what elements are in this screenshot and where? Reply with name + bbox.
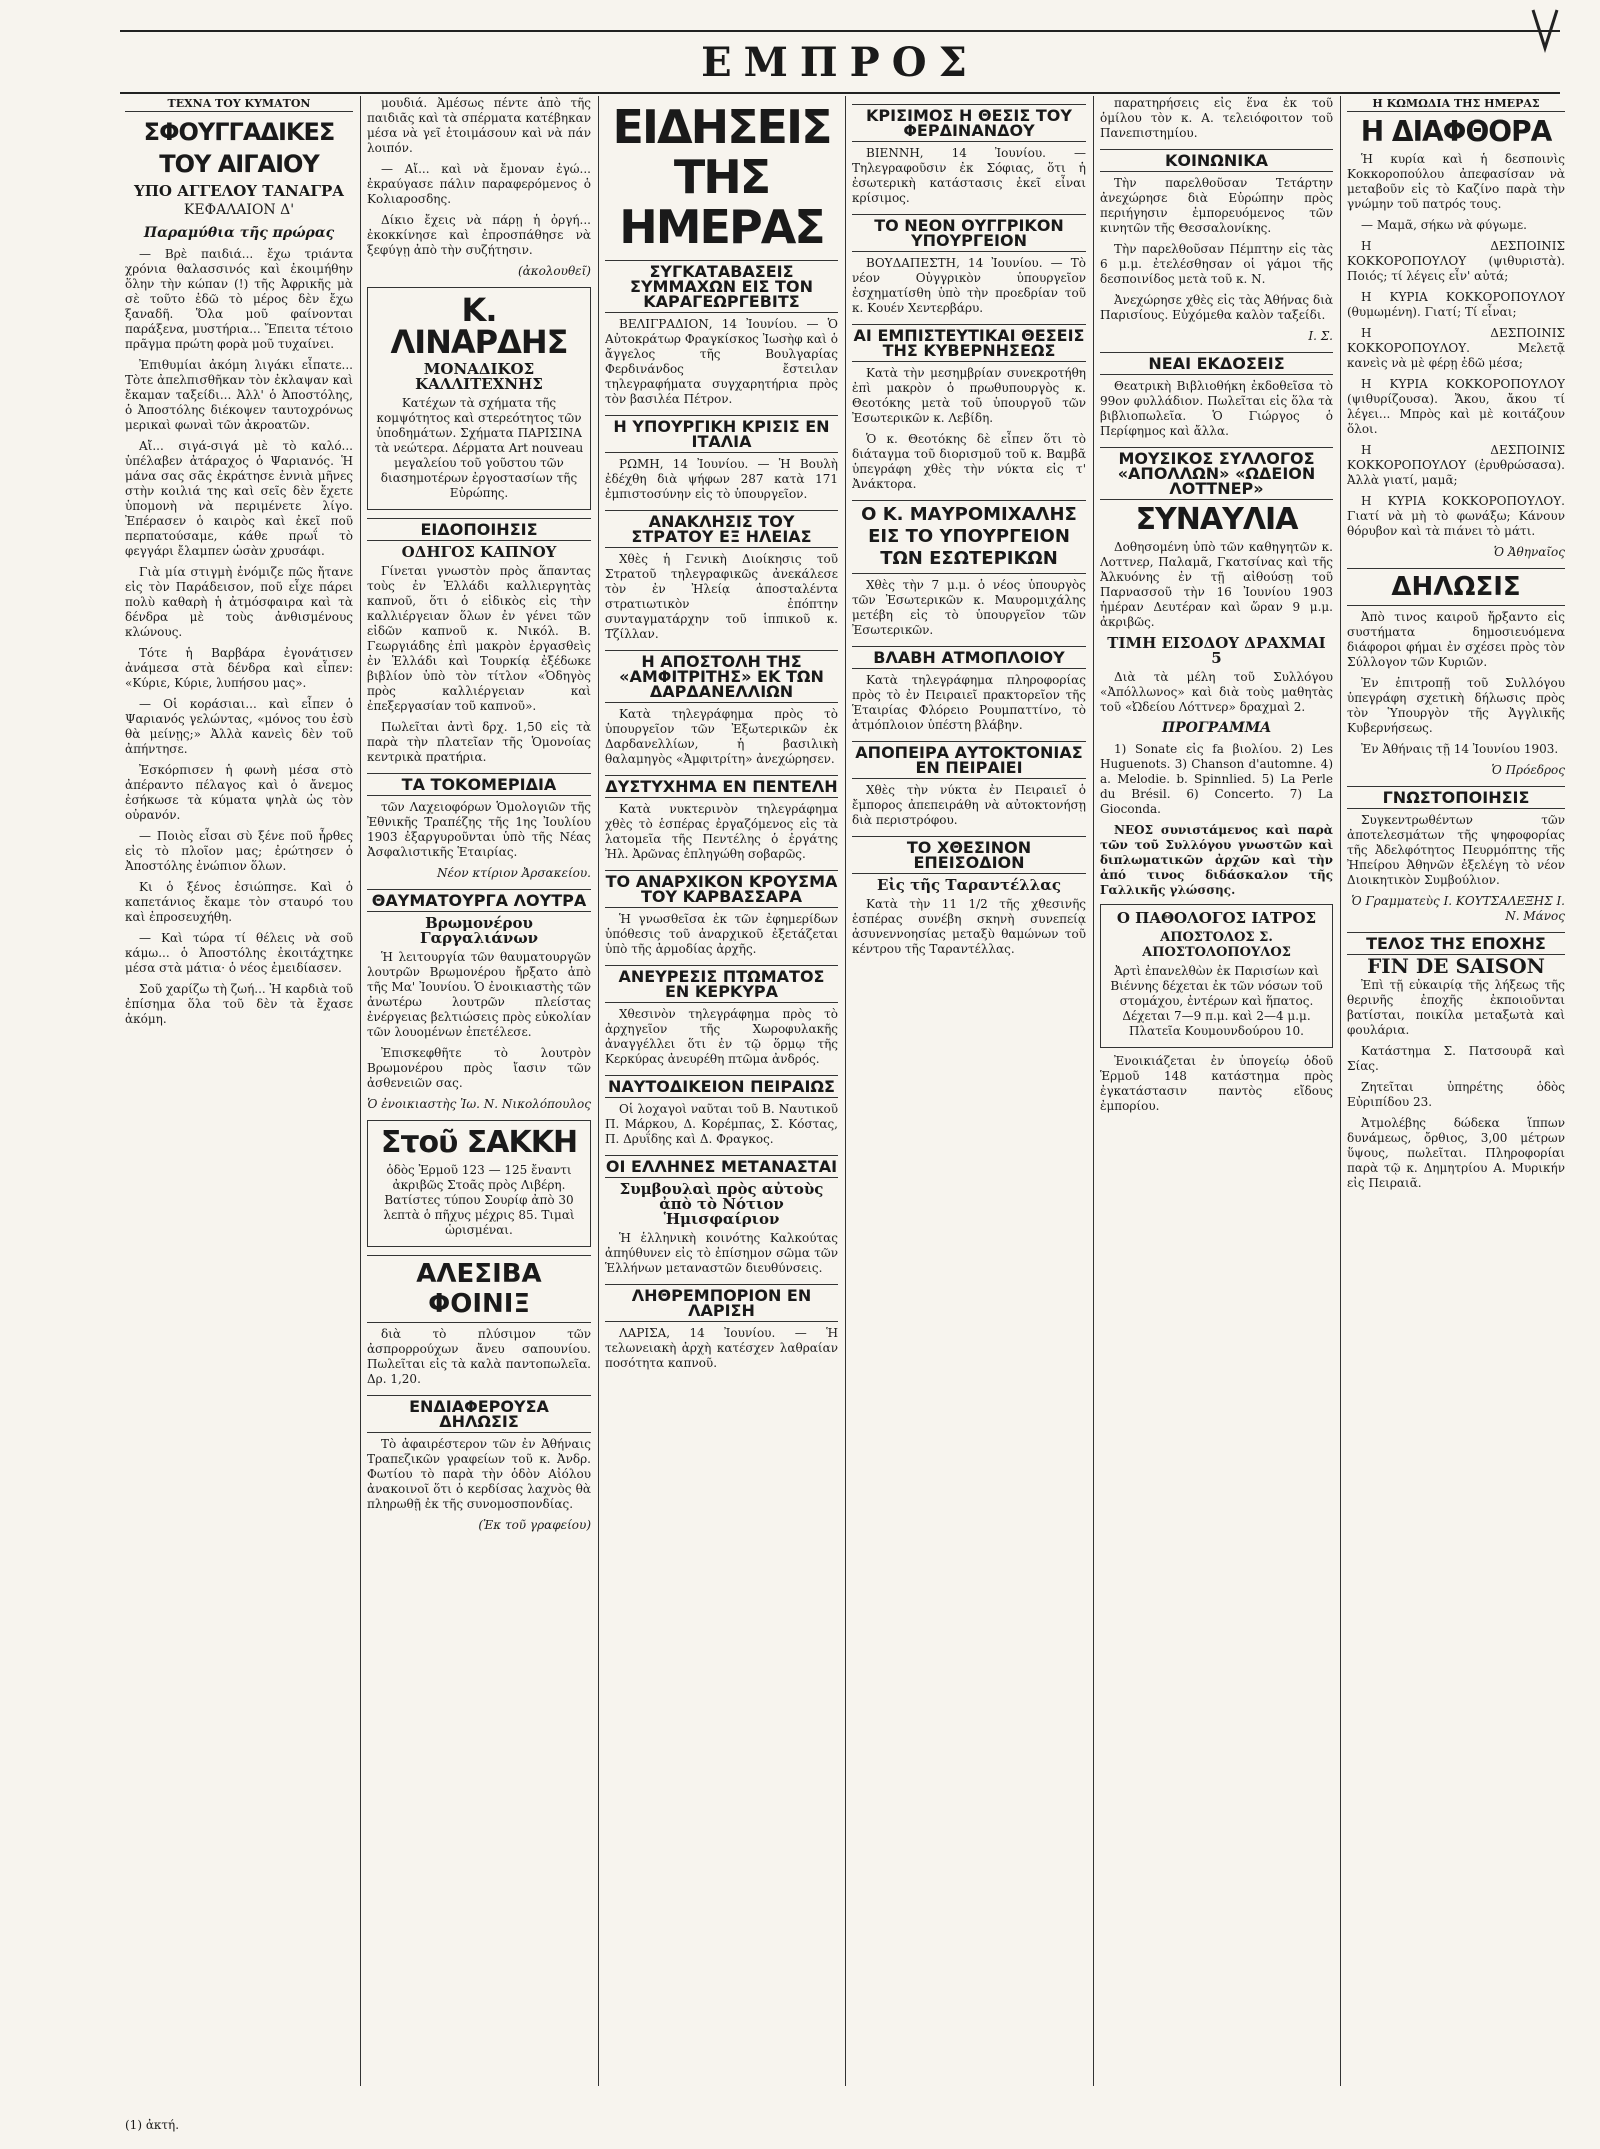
paragraph: Κατάστημα Σ. Πατσουρᾶ καὶ Σίας. bbox=[1347, 1044, 1565, 1073]
subheading: ΟΔΗΓΟΣ ΚΑΠΝΟΥ bbox=[401, 543, 557, 561]
ticket-price: ΤΙΜΗ ΕΙΣΟΔΟΥ ΔΡΑΧΜΑΙ 5 bbox=[1107, 634, 1326, 667]
paragraph: τῶν Λαχειοφόρων Ὁμολογιῶν τῆς Ἐθνικῆς Τραπέζης τῆς 1ης Ἰουλίου 1903 ἐξαργυροῦνται ὑπὸ τῆς Νέας Ἀσφαλιστικῆς Ἑταιρίας. bbox=[367, 800, 591, 859]
headline: ΔΥΣΤΥΧΗΜΑ ΕΝ ΠΕΝΤΕΛΗ bbox=[605, 777, 838, 796]
section-head: Η ΚΩΜΩΔΙΑ ΤΗΣ ΗΜΕΡΑΣ bbox=[1347, 96, 1565, 112]
column-comedy bbox=[1347, 96, 1565, 2086]
ad-text: Κατέχων τὰ σχήματα τῆς κομψότητος καὶ στερεότητος τῶν ὑποδημάτων. Σχήματα ΠΑΡΙΣΙΝΑ τὰ νεώτερα. Δέρματα Art nouveau μεγαλείου τοῦ γοῦστου τῶν διασημοτέρων ἐργοστασίων τῆς Εὐρώπης. bbox=[374, 396, 584, 500]
paragraph: Χθὲς ἡ Γενικὴ Διοίκησις τοῦ Στρατοῦ τηλεγραφικῶς ἀνεκάλεσε τὸν ἐν Ἠλείᾳ ἀποσταλέντα στρατιωτικὸν ἐπόπτην συνταγματάρχην τοῦ ἱππικοῦ κ. Τζίλλαν. bbox=[605, 552, 838, 641]
paragraph: Η ΚΥΡΙΑ ΚΟΚΚΟΡΟΠΟΥΛΟΥ (ψιθυρίζουσα). Ἄκου, ἄκου τί λέγει... Μπρὸς καὶ μὲ κοιτάζουν ὅλοι. bbox=[1347, 377, 1565, 436]
paragraph: ΒΕΛΙΓΡΑΔΙΟΝ, 14 Ἰουνίου. — Ὁ Αὐτοκράτωρ Φραγκίσκος Ἰωσὴφ καὶ ὁ ἄγγελος τῆς Βουλγαρίας Φερδινάνδος ἔστειλαν τηλεγραφήματα συγχαρητήρια πρὸς τὸν βασιλέα Πέτρον. bbox=[605, 317, 838, 406]
story-author: ΥΠΟ ΑΓΓΕΛΟΥ ΤΑΝΑΓΡΑ bbox=[134, 182, 344, 200]
paragraph: Η ΚΥΡΙΑ ΚΟΚΚΟΡΟΠΟΥΛΟΥ. Γιατί νὰ μὴ τὸ φωνάξω; Κάνουν θόρυβον καὶ τὰ πιάνει τὸ μάτι. bbox=[1347, 494, 1565, 538]
paragraph: Τὴν παρελθοῦσαν Τετάρτην ἀνεχώρησε διὰ Εὐρώπην πρὸς περιήγησιν ἐμπορευόμενος τῶν κινητῶν τῆς Θεσσαλονίκης. bbox=[1100, 176, 1333, 235]
paragraph: Χθὲς τὴν νύκτα ἐν Πειραιεῖ ὁ ἔμπορος ἀπεπειράθη νὰ αὐτοκτονήσῃ διὰ περιστρόφου. bbox=[852, 783, 1086, 827]
headline: ΑΝΕΥΡΕΣΙΣ ΠΤΩΜΑΤΟΣ ΕΝ ΚΕΡΚΥΡΑ bbox=[605, 965, 838, 1003]
column-rule bbox=[1093, 96, 1094, 2086]
paragraph: ΒΙΕΝΝΗ, 14 Ἰουνίου. — Τηλεγραφοῦσιν ἐκ Σόφιας, ὅτι ἡ ἐσωτερικὴ κατάστασις ἐκεῖ εἶναι κρίσιμος. bbox=[852, 146, 1086, 205]
ad-heading: Ο ΠΑΘΟΛΟΓΟΣ ΙΑΤΡΟΣ bbox=[1116, 909, 1317, 927]
doctor-advertisement bbox=[1100, 904, 1333, 1048]
paragraph: Ἐν Ἀθήναις τῇ 14 Ἰουνίου 1903. bbox=[1361, 742, 1559, 756]
section-head: ΤΕΧΝΑ ΤΟΥ ΚΥΜΑΤΟΝ bbox=[125, 96, 353, 112]
headline: ΑΙ ΕΜΠΙΣΤΕΥΤΙΚΑΙ ΘΕΣΕΙΣ ΤΗΣ ΚΥΒΕΡΝΗΣΕΩΣ bbox=[853, 326, 1085, 360]
headline: ΛΗΘΡΕΜΠΟΡΙΟΝ ΕΝ ΛΑΡΙΣΗ bbox=[605, 1284, 838, 1322]
continued-note: (ἀκολουθεῖ) bbox=[517, 264, 591, 278]
paragraph: Ἡ λειτουργία τῶν θαυματουργῶν λουτρῶν Βρωμονέρου ἤρξατο ἀπὸ τῆς Μα' Ἰουνίου. Ὁ ἐνοικιαστὴς τῶν ἀνωτέρω λουτρῶν πλείστας ἐνέργειας βελτιώσεις πρὸς εὐκολίαν τῶν λουομένων ἐπετέλεσε. bbox=[367, 950, 591, 1039]
heading: ΜΟΥΣΙΚΟΣ ΣΥΛΛΟΓΟΣ «ΑΠΟΛΛΩΝ» «ΩΔΕΙΟΝ ΛΟΤΤΝΕΡ» bbox=[1100, 447, 1333, 500]
paragraph: Η ΔΕΣΠΟΙΝΙΣ ΚΟΚΚΟΡΟΠΟΥΛΟΥ (ἐρυθρώσασα). Ἀλλὰ γιατί, μαμᾶ; bbox=[1347, 443, 1565, 487]
paragraph: ΒΟΥΔΑΠΕΣΤΗ, 14 Ἰουνίου. — Τὸ νέον Οὐγγρικὸν ὑπουργεῖον ἐσχηματίσθη ὑπὸ τὴν προεδρίαν τοῦ κ. Κουέν Χεντερβάρυ. bbox=[852, 256, 1086, 315]
headline: ΣΥΓΚΑΤΑΒΑΣΕΙΣ ΣΥΜΜΑΧΩΝ ΕΙΣ ΤΟΝ ΚΑΡΑΓΕΩΡΓΕΒΙΤΣ bbox=[605, 260, 838, 313]
paragraph: ΡΩΜΗ, 14 Ἰουνίου. — Ἡ Βουλὴ ἐδέχθη διὰ ψήφων 287 κατὰ 171 ἐμπιστοσύνην εἰς τὸ ὑπουργεῖον. bbox=[605, 457, 838, 501]
headline: Ο Κ. ΜΑΥΡΟΜΙΧΑΛΗΣ ΕΙΣ ΤΟ ΥΠΟΥΡΓΕΙΟΝ ΤΩΝ ΕΣΩΤΕΡΙΚΩΝ bbox=[852, 500, 1086, 574]
ad-title: Κ. ΛΙΝΑΡΔΗΣ bbox=[390, 291, 568, 361]
headline: ΚΡΙΣΙΜΟΣ Η ΘΕΣΙΣ ΤΟΥ ΦΕΡΔΙΝΑΝΔΟΥ bbox=[852, 104, 1086, 142]
paragraph: — Βρὲ παιδιά... ἔχω τριάντα χρόνια θαλασσινός καὶ ἐκοιμήθην ὅλην τὴν κώπαν (!) τῆς Ἀφρικῆς μὰ σὲ τοῦτο ἐδῶ τὸ μέρος δὲν ἔχω ξαναδῆ. Ὅλα μοῦ φαίνονται παράξενα, μυστήρια... Ἔπειτα τέτοιο πρᾶγμα πρώτη φορὰ μοῦ τυχαίνει. bbox=[125, 247, 353, 351]
paragraph: Χθὲς τὴν 7 μ.μ. ὁ νέος ὑπουργὸς τῶν Ἐσωτερικῶν κ. Μαυρομιχάλης μετέβη εἰς τὸ ὑπουργεῖον τῶν Ἐσωτερικῶν. bbox=[852, 578, 1086, 637]
heading: ΔΗΛΩΣΙΣ bbox=[1347, 568, 1565, 606]
heading: ΓΝΩΣΤΟΠΟΙΗΣΙΣ bbox=[1347, 786, 1565, 809]
signature: Ὁ Γραμματεὺς Ι. ΚΟΥΤΣΑΛΕΞΗΣ Ι. Ν. Μάνος bbox=[1351, 894, 1565, 923]
paragraph: Σοῦ χαρίζω τὴ ζωή... Ἡ καρδιὰ τοῦ ἐπίσημα ὅλα τοῦ δὲν τὰ ἔχασε ἀκόμη. bbox=[125, 982, 353, 1026]
paragraph: Διὰ τὰ μέλη τοῦ Συλλόγου «Ἀπόλλωνος» καὶ διὰ τοὺς μαθητὰς τοῦ «Ὠδείου Λόττνερ» δραχμαὶ 2. bbox=[1100, 670, 1333, 714]
story-title: ΣΦΟΥΓΓΑΔΙΚΕΣ ΤΟΥ ΑΙΓΑΙΟΥ bbox=[143, 118, 335, 178]
ad-text: ὁδὸς Ἑρμοῦ 123 — 125 ἔναντι ἀκριβῶς Στοᾶς πρὸς Λιβέρη. Βατίστες τύπου Σουρίφ ἀπὸ 30 λεπτὰ ὁ πῆχυς μέχρις 85. Τιμαὶ ὡρισμέναι. bbox=[383, 1163, 575, 1237]
subheading: FIN DE SAISON bbox=[1367, 954, 1545, 978]
masthead bbox=[120, 30, 1560, 94]
paragraph: Η ΔΕΣΠΟΙΝΙΣ ΚΟΚΚΟΡΟΠΟΥΛΟΥ. Μελετᾷ κανεὶς νὰ μὲ φέρῃ ἐδῶ μέσα; bbox=[1347, 326, 1565, 370]
paragraph: ΛΑΡΙΣΑ, 14 Ἰουνίου. — Ἡ τελωνειακὴ ἀρχὴ κατέσχεν λαθραίαν ποσότητα καπνοῦ. bbox=[605, 1326, 838, 1370]
subheading: Παραμύθια τῆς πρώρας bbox=[143, 225, 335, 241]
paragraph: Ἀνεχώρησε χθὲς εἰς τὰς Ἀθήνας διὰ Παρισίους. Εὐχόμεθα καλὸν ταξείδι. bbox=[1100, 293, 1333, 322]
paragraph: Δίκιο ἔχεις νὰ πάρῃ ἡ ὀργή... ἐκοκκίνησε καὶ ἐπροσπάθησε νὰ ξεφύγῃ ἀπὸ τὴν συζήτησιν. bbox=[367, 213, 591, 257]
heading: ΕΝΔΙΑΦΕΡΟΥΣΑ ΔΗΛΩΣΙΣ bbox=[367, 1395, 591, 1433]
headline: ΑΠΟΠΕΙΡΑ ΑΥΤΟΚΤΟΝΙΑΣ ΕΝ ΠΕΙΡΑΙΕΙ bbox=[852, 741, 1086, 779]
paragraph: Τότε ἡ Βαρβάρα ἐγονάτισεν ἀνάμεσα στὰ δένδρα καὶ εἶπεν: «Κύριε, Κύριε, λυπήσου μας». bbox=[125, 646, 353, 690]
paragraph: Ἐν ἐπιτροπῇ τοῦ Συλλόγου ὑπεγράφη σχετικὴ δήλωσις πρὸς τὸν Ὑπουργὸν τῆς Ἀγγλικῆς Κυβερνήσεως. bbox=[1347, 676, 1565, 735]
paragraph: — Ποιὸς εἶσαι σὺ ξένε ποῦ ἦρθες εἰς τὸ πλοῖον μας; ἐρώτησεν ὁ Ἀποστόλης ἐνώπιον ὅλων. bbox=[125, 829, 353, 873]
headline: ΒΛΑΒΗ ΑΤΜΟΠΛΟΙΟΥ bbox=[852, 646, 1086, 669]
paragraph: Ἐπιθυμίαι ἀκόμη λιγάκι εἶπατε... Τὸτε ἀπελπισθῆκαν τὸν ἐκλαψαν καὶ ἔκαμαν ταξείδι... Ἀλλ' ὁ Ἀποστόλης, ὁ Ἀποστόλης διέκοψεν ταυτοχρόνως μερικαὶ φωναὶ τῶν ἀκροατῶν. bbox=[125, 358, 353, 432]
paragraph: Κατὰ τηλεγράφημα πληροφορίας πρὸς τὸ ἐν Πειραιεῖ πρακτορεῖον τῆς Ἑταιρίας Φλόρειο Ρουμπαττίνο, τὸ ἀτμόπλοιον ὑπέστη βλάβην. bbox=[852, 673, 1086, 732]
paragraph: Τὸ ἀφαιρέστερον τῶν ἐν Ἀθήναις Τραπεζικῶν γραφείων τοῦ κ. Ἀνδρ. Φωτίου τὸ παρὰ τὴν ὁδὸν Αἰόλου ἀνακοινοῖ ὅτι ὁ κερδίσας λαχνὸς θὰ πληρωθῇ ἐκ τῆς συνομοσπονδίας. bbox=[367, 1437, 591, 1511]
newspaper-title: ΕΜΠΡΟΣ bbox=[701, 38, 979, 86]
paragraph: Γιὰ μία στιγμὴ ἐνόμιζε πῶς ἤτανε εἰς τὸν Παράδεισον, ποῦ εἶχε πάρει πολὺ καθαρὴ ἡ ἀτμόσφαιρα καὶ τὰ δένδρα μὲ τοὺς ἀνθισμένους κλώνους. bbox=[125, 565, 353, 639]
signature: Ὁ ἐνοικιαστὴς Ἰω. Ν. Νικολόπουλος bbox=[367, 1097, 591, 1111]
headline: ΟΙ ΕΛΛΗΝΕΣ ΜΕΤΑΝΑΣΤΑΙ bbox=[605, 1157, 838, 1176]
column-serial-story bbox=[125, 96, 353, 2086]
heading: ΤΕΛΟΣ ΤΗΣ ΕΠΟΧΗΣ bbox=[1347, 932, 1565, 955]
chapter-label: ΚΕΦΑΛΑΙΟΝ Δ' bbox=[183, 202, 295, 218]
doctor-name: ΑΠΟΣΤΟΛΟΣ Σ. ΑΠΟΣΤΟΛΟΠΟΥΛΟΣ bbox=[1142, 930, 1291, 960]
headline: ΑΝΑΚΛΗΣΙΣ ΤΟΥ ΣΤΡΑΤΟΥ ΕΞ ΗΛΕΙΑΣ bbox=[605, 510, 838, 548]
paragraph: διὰ τὸ πλύσιμον τῶν ἀσπρορρούχων ἄνευ σαπουνίου. Πωλεῖται εἰς τὰ καλὰ παντοπωλεῖα. Δρ. 1,20. bbox=[367, 1327, 591, 1386]
paragraph: Ἐπὶ τῇ εὐκαιρίᾳ τῆς λήξεως τῆς θερινῆς ἐποχῆς ἐκποιοῦνται βατίσται, ποικίλα μεταξωτὰ καὶ φουλάρια. bbox=[1347, 978, 1565, 1037]
headline: Η ΑΠΟΣΤΟΛΗ ΤΗΣ «ΑΜΦΙΤΡΙΤΗΣ» ΕΚ ΤΩΝ ΔΑΡΔΑΝΕΛΛΙΩΝ bbox=[605, 650, 838, 703]
column-news-1 bbox=[605, 96, 838, 2086]
paragraph: Οἱ λοχαγοὶ ναῦται τοῦ Β. Ναυτικοῦ Π. Μάρκου, Δ. Κορέμπας, Σ. Κόστας, Π. Δρυΐδης καὶ Δ. Φραγκος. bbox=[605, 1102, 838, 1146]
paragraph: Κατὰ τηλεγράφημα πρὸς τὸ ὑπουργεῖον τῶν Ἐξωτερικῶν ἐκ Δαρδανελλίων, ἡ βασιλικὴ θαλαμηγὸς «Ἀμφιτρίτη» ἀνεχώρησεν. bbox=[605, 707, 838, 766]
advertisement-linardis bbox=[367, 287, 591, 510]
paragraph: Πωλεῖται ἀντὶ δρχ. 1,50 εἰς τὰ παρὰ τὴν πλατεῖαν τῆς Ὁμονοίας κεντρικὰ πρατήρια. bbox=[367, 720, 591, 764]
column-rule bbox=[845, 96, 846, 2086]
heading: ΕΙΔΟΠΟΙΗΣΙΣ bbox=[367, 518, 591, 541]
headline: Η ΥΠΟΥΡΓΙΚΗ ΚΡΙΣΙΣ ΕΝ ΙΤΑΛΙΑ bbox=[605, 415, 838, 453]
subheading: Συμβουλαὶ πρὸς αὐτοὺς ἀπὸ τὸ Νότιον Ἡμισφαίριον bbox=[619, 1180, 824, 1228]
paragraph: Κατὰ τὴν μεσημβρίαν συνεκροτήθη ἐπὶ μακρὸν ὁ πρωθυπουργὸς κ. Θεοτόκης μετὰ τοῦ ὑπουργοῦ τῶν Ἐσωτερικῶν κ. Λεβίδη. bbox=[852, 366, 1086, 425]
headline: ΤΟ ΝΕΟΝ ΟΥΓΓΡΙΚΟΝ ΥΠΟΥΡΓΕΙΟΝ bbox=[852, 214, 1086, 252]
paragraph: — Αἴ... καὶ νὰ ἔμοναν ἐγώ... ἐκραύγασε πάλιν παραφερόμενος ὁ Κολιαροσδης. bbox=[367, 162, 591, 206]
footnote: (1) ἀκτή. bbox=[125, 2118, 180, 2132]
signature: Ι. Σ. bbox=[1308, 329, 1333, 343]
paragraph: Ἀτμολέβης δώδεκα ἵππων δυνάμεως, ὄρθιος, 3,00 μέτρων ὕψους, πωλεῖται. Πληροφορίαι παρὰ τῷ κ. Δημητρίου Α. Μυρικήν εἰς Πειραιᾶ. bbox=[1347, 1116, 1565, 1190]
headline: ΤΟ ΧΘΕΣΙΝΟΝ ΕΠΕΙΣΟΔΙΟΝ bbox=[852, 836, 1086, 874]
paragraph: Η ΔΕΣΠΟΙΝΙΣ ΚΟΚΚΟΡΟΠΟΥΛΟΥ (ψιθυριστὰ). Ποιός; τί λέγεις εἶν' αὐτά; bbox=[1347, 239, 1565, 283]
paragraph: Ἀπὸ τινος καιροῦ ἤρξαντο εἰς συστήματα δημοσιευόμενα διάφοροι φήμαι ἐν σχέσει πρὸς τὸν Σύλλογον τῶν Κυριῶν. bbox=[1347, 610, 1565, 669]
paragraph: παρατηρήσεις εἰς ἕνα ἐκ τοῦ ὁμίλου τὸν κ. Α. τελειόφοιτον τοῦ Πανεπιστημίου. bbox=[1100, 96, 1333, 140]
signature: (Ἐκ τοῦ γραφείου) bbox=[478, 1518, 591, 1532]
paragraph: Η ΚΥΡΙΑ ΚΟΚΚΟΡΟΠΟΥΛΟΥ (θυμωμένη). Γιατί; Τί εἶναι; bbox=[1347, 290, 1565, 319]
heading: ΝΕΑΙ ΕΚΔΟΣΕΙΣ bbox=[1100, 352, 1333, 375]
paragraph: Κι ὁ ξένος ἐσιώπησε. Καὶ ὁ καπετάνιος ἔκαμε τὸν σταυρό του καὶ ἐπροσευχήθη. bbox=[125, 880, 353, 924]
column-ads bbox=[367, 96, 591, 2086]
paragraph: Συγκεντρωθέντων τῶν ἀποτελεσμάτων τῆς ψηφοφορίας τῆς Ἀδελφότητος Πευρμόπτης τῆς Ἠπείρου Ἀθηνῶν ἐξελέγη τὸ νέον Διοικητικὸν Συμβούλιον. bbox=[1347, 813, 1565, 887]
paragraph: Κατὰ τὴν 11 1/2 τῆς χθεσινῆς ἑσπέρας συνέβη σκηνὴ συνεπείᾳ ἀσυνεννοησίας μεταξὺ θαμώνων τοῦ κέντρου τῆς Ταραντέλλας. bbox=[852, 897, 1086, 956]
paragraph: 1) Sonate εἰς fa βιολίου. 2) Les Huguenots. 3) Chanson d'automne. 4) a. Melodie. b. Spinnlied. 5) La Perle du Brésil. 6) Concerto. 7) La Gioconda. bbox=[1100, 742, 1333, 816]
comedy-title: Η ΔΙΑΦΘΟΡΑ bbox=[1360, 115, 1552, 148]
paragraph: Ἡ κυρία καὶ ἡ δεσποινὶς Κοκκοροπούλου ἀπεφασίσαν νὰ μεταβοῦν εἰς τὸ Καζίνο παρὰ τὴν γνώμην τοῦ πατρός τους. bbox=[1347, 152, 1565, 211]
heading: ΤΑ ΤΟΚΟΜΕΡΙΔΙΑ bbox=[367, 773, 591, 796]
paragraph: Θεατρικὴ Βιβλιοθήκη ἐκδοθεῖσα τὸ 99ον φυλλάδιον. Πωλεῖται εἰς ὅλα τὰ βιβλιοπωλεῖα. Ὁ Γιώργος ὁ Περίφημος καὶ ἄλλα. bbox=[1100, 379, 1333, 438]
program-heading: ΠΡΟΓΡΑΜΜΑ bbox=[1161, 720, 1272, 736]
subheading: Βρωμονέρου Γαργαλιάνων bbox=[419, 914, 539, 947]
advertisement-sakki bbox=[367, 1120, 591, 1247]
paragraph: Χθεσινὸν τηλεγράφημα πρὸς τὸ ἀρχηγεῖον τῆς Χωροφυλακῆς ἀναγγέλλει ὅτι ἐν τῷ ὅρμῳ τῆς Κερκύρας ἀνευρέθη πτῶμα ἀνδρός. bbox=[605, 1007, 838, 1066]
paragraph: — Καὶ τώρα τί θέλεις νὰ σοῦ κάμω... ὁ Ἀποστόλης ἐκοιτάχτηκε μέσα στὰ μάτια· ὁ νέος ἐμειδίασεν. bbox=[125, 931, 353, 975]
paragraph: — Οἱ κοράσιαι... καὶ εἶπεν ὁ Ψαριανός γελώντας, «μόνος του ἐσὺ θὰ μείνῃς;» Ἀλλὰ κανεὶς δὲν τοῦ ἀπήντησε. bbox=[125, 697, 353, 756]
column-rule bbox=[1340, 96, 1341, 2086]
paragraph: — Μαμᾶ, σήκω νὰ φύγωμε. bbox=[1361, 218, 1527, 232]
column-society bbox=[1100, 96, 1333, 2086]
column-rule bbox=[360, 96, 361, 2086]
subheading: Εἰς τῆς Ταραντέλλας bbox=[877, 876, 1061, 894]
paragraph: Τὴν παρελθοῦσαν Πέμπτην εἰς τὰς 6 μ.μ. ἐτελέσθησαν οἱ γάμοι τῆς δεσποινίδος μετὰ τοῦ κ. Ν. bbox=[1100, 242, 1333, 286]
paragraph: Ζητεῖται ὑπηρέτης ὁδὸς Εὐριπίδου 23. bbox=[1347, 1080, 1565, 1109]
column-rule bbox=[598, 96, 599, 2086]
heading: ΘΑΥΜΑΤΟΥΡΓΑ ΛΟΥΤΡΑ bbox=[367, 889, 591, 912]
heading: ΚΟΙΝΩΝΙΚΑ bbox=[1100, 149, 1333, 172]
paragraph: Κατὰ νυκτερινὸν τηλεγράφημα χθὲς τὸ ἑσπέρας ἐργαζόμενος εἰς τὰ λατομεῖα τῆς Πεντέλης ὁ ἐργάτης Ἠλ. Ἀρῶνας ἐπληγώθη σοβαρῶς. bbox=[605, 802, 838, 861]
signature: Ὁ Ἀθηναῖος bbox=[1493, 545, 1565, 559]
paragraph: μουδιά. Ἀμέσως πέντε ἀπὸ τῆς παιδιᾶς καὶ τὰ σπέρματα κατέβηκαν μέσα νὰ γεῖ ἑτοιμάσουν καὶ νὰ πάν λοιπόν. bbox=[367, 96, 591, 155]
column-news-2 bbox=[852, 96, 1086, 2086]
paragraph: Ἐπισκεφθῆτε τὸ λουτρὸν Βρωμονέρου πρὸς ἴασιν τῶν ἀσθενειῶν σας. bbox=[367, 1046, 591, 1090]
heading: ΑΛΕΣΙΒΑ ΦΟΙΝΙΞ bbox=[367, 1255, 591, 1323]
paragraph: Ἡ γνωσθεῖσα ἐκ τῶν ἐφημερίδων ὑπόθεσις τοῦ ἀναρχικοῦ ἐξετάζεται ὑπὸ τῆς ἀρμοδίας ἀρχῆς. bbox=[605, 912, 838, 956]
ad-title: Στοῦ ΣΑΚΚΗ bbox=[380, 1125, 578, 1160]
paragraph: Ἐνοικιάζεται ἐν ὑπογείῳ ὁδοῦ Ἑρμοῦ 148 κατάστημα πρὸς ἐγκατάστασιν παντὸς εἴδους ἐμπορίου. bbox=[1100, 1054, 1333, 1113]
ad-text: Ἀρτὶ ἐπανελθὼν ἐκ Παρισίων καὶ Βιέννης δέχεται ἐκ τῶν νόσων τοῦ στομάχου, ἐντέρων καὶ ἥπατος. Δέχεται 7—9 π.μ. καὶ 2—4 μ.μ. Πλατεῖα Κουμουνδούρου 10. bbox=[1110, 964, 1323, 1038]
paragraph: Ὁ κ. Θεοτόκης δὲ εἶπεν ὅτι τὸ διάταγμα τοῦ διορισμοῦ τοῦ κ. Βαμβᾶ ὑπεγράφη χθὲς τὴν νύκτα εἰς τ' Ἀνάκτορα. bbox=[852, 432, 1086, 491]
paragraph: Ἐσκόρπισεν ἡ φωνὴ μέσα στὸ ἀπέραντο πέλαγος καὶ ὁ ἄνεμος ἐσήκωσε τὰ κύματα ψηλὰ ὡς τὸν οὐρανόν. bbox=[125, 763, 353, 822]
concert-title: ΣΥΝΑΥΛΙΑ bbox=[1135, 502, 1298, 537]
signature: Νέον κτίριον Ἀρσακείου. bbox=[437, 866, 591, 880]
paragraph: ΝΕΟΣ συνιστάμενος καὶ παρὰ τῶν τοῦ Συλλόγου γνωστῶν καὶ διπλωματικῶν ἀρχῶν καὶ τὴν ἀπό τινος διδάσκαλον τῆς Γαλλικῆς γλώσσης. bbox=[1100, 823, 1333, 897]
news-section-title: ΕΙΔΗΣΕΙΣ ΤΗΣ ΗΜΕΡΑΣ bbox=[612, 100, 831, 254]
headline: ΝΑΥΤΟΔΙΚΕΙΟΝ ΠΕΙΡΑΙΩΣ bbox=[605, 1075, 838, 1098]
headline: ΤΟ ΑΝΑΡΧΙΚΟΝ ΚΡΟΥΣΜΑ ΤΟΥ ΚΑΡΒΑΣΣΑΡΑ bbox=[605, 872, 838, 906]
paragraph: Γίνεται γνωστὸν πρὸς ἅπαντας τοὺς ἐν Ἑλλάδι καλλιεργητὰς καπνοῦ, ὅτι ὁ εἰδικὸς εἰς τὴν καλλιέργειαν ὅλων ἐν γένει τῶν εἰδῶν καπνοῦ κ. Νικόλ. Β. Γεωργιάδης ἐπὶ μακρὸν ἐργασθεὶς ἐν Ἑλλάδι καὶ Τουρκίᾳ ἐξέδωκε βιβλίον ὑπὸ τὸν τίτλον «Ὁδηγὸς πρὸς καλλιέργειαν καὶ ἐπεξεργασίαν τοῦ καπνοῦ». bbox=[367, 564, 591, 713]
signature: Ὁ Πρόεδρος bbox=[1491, 763, 1565, 777]
paragraph: Ἡ ἑλληνικὴ κοινότης Καλκούτας ἀπηύθυνεν εἰς τὸ ἐπίσημον σῶμα τῶν Ἑλλήνων μεταναστῶν διευθύνσεις. bbox=[605, 1231, 838, 1275]
ad-subtitle: ΜΟΝΑΔΙΚΟΣ ΚΑΛΛΙΤΕΧΝΗΣ bbox=[415, 360, 543, 393]
paragraph: Δοθησομένη ὑπὸ τῶν καθηγητῶν κ. Λοττνερ, Παλαμᾶ, Γκατσίνας καὶ τῆς Ἀλκυόνης ἐν τῇ αἰθούσῃ τοῦ Παρνασσοῦ τὴν 16 Ἰουνίου 1903 ἡμέραν Δευτέραν καὶ ὥραν 9 μ.μ. ἀκριβῶς. bbox=[1100, 540, 1333, 629]
paragraph: Αἴ... σιγά-σιγά μὲ τὸ καλό... ὑπέλαβεν ἀτάραχος ὁ Ψαριανός. Ἡ μάνα σας σᾶς ἐκράτησε ἐννιὰ μῆνες στὴν κοιλιά της καὶ σεῖς δὲν ἔχετε ὑπομονὴ νὰ περιμένετε λίγο. Ἐπέρασεν ὁ καιρὸς καὶ ἐκεῖ ποῦ περπατούσαμε, κάθε πρωΐ τὸ φεγγάρι ἔλαμπεν ὡσὰν χρυσάφι. bbox=[125, 439, 353, 558]
